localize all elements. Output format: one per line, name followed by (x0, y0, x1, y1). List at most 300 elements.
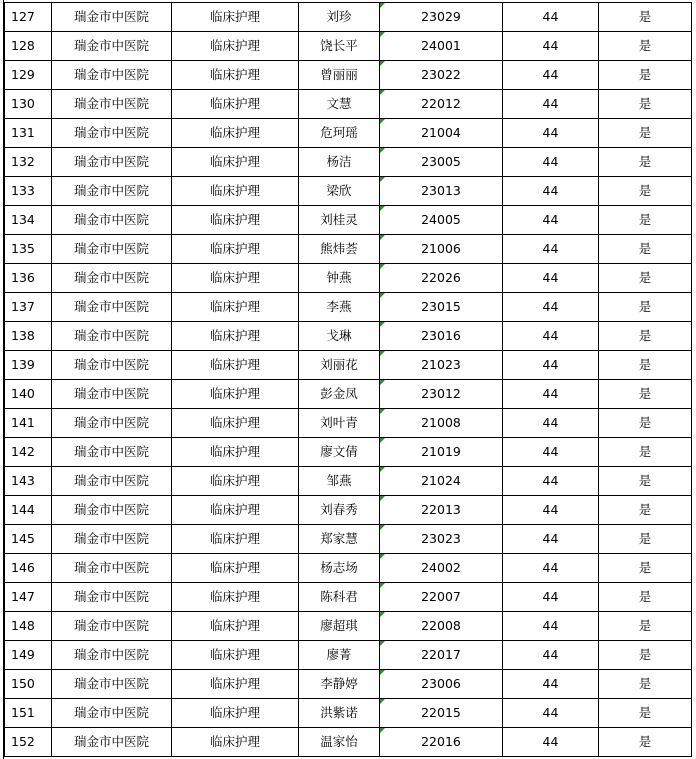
cell-comment-marker-icon (380, 322, 385, 327)
cell-comment-marker-icon (380, 438, 385, 443)
cell-hospital-text: 瑞金市中医院 (73, 386, 149, 401)
cell-name[interactable] (299, 293, 380, 322)
cell-score-text: 44 (542, 328, 559, 343)
cell-index-text: 139 (11, 357, 35, 372)
data-table (4, 2, 692, 757)
cell-name-text: 钟燕 (326, 270, 352, 285)
cell-comment-marker-icon (380, 641, 385, 646)
cell-index[interactable] (5, 525, 52, 554)
cell-name-text: 郑家慧 (320, 531, 358, 546)
cell-comment-marker-icon (380, 61, 385, 66)
cell-name[interactable] (299, 32, 380, 61)
cell-name[interactable] (299, 235, 380, 264)
cell-specialty[interactable] (172, 177, 299, 206)
cell-specialty[interactable] (172, 699, 299, 728)
cell-specialty[interactable] (172, 670, 299, 699)
cell-code[interactable] (380, 438, 503, 467)
cell-name[interactable] (299, 409, 380, 438)
cell-code[interactable] (380, 467, 503, 496)
cell-index-text: 151 (11, 705, 35, 720)
cell-flag[interactable] (599, 699, 692, 728)
cell-name[interactable] (299, 61, 380, 90)
cell-name-text: 陈科君 (320, 589, 358, 604)
cell-flag[interactable] (599, 670, 692, 699)
cell-flag[interactable] (599, 148, 692, 177)
cell-comment-marker-icon (380, 467, 385, 472)
cell-name[interactable] (299, 612, 380, 641)
cell-specialty[interactable] (172, 583, 299, 612)
cell-flag-text: 是 (638, 386, 652, 401)
cell-name[interactable] (299, 496, 380, 525)
cell-name-text: 杨洁 (326, 154, 352, 169)
cell-index[interactable] (5, 351, 52, 380)
cell-code[interactable] (380, 728, 503, 757)
table-row (5, 670, 692, 699)
cell-code-text: 22017 (421, 647, 461, 662)
cell-code-text: 23016 (421, 328, 461, 343)
cell-flag[interactable] (599, 728, 692, 757)
cell-code-text: 22008 (421, 618, 461, 633)
cell-code[interactable] (380, 496, 503, 525)
cell-index[interactable] (5, 61, 52, 90)
cell-flag[interactable] (599, 496, 692, 525)
cell-index[interactable] (5, 148, 52, 177)
cell-specialty-text: 临床护理 (209, 9, 260, 24)
cell-hospital[interactable] (52, 3, 172, 32)
cell-score[interactable] (503, 467, 599, 496)
cell-index[interactable] (5, 496, 52, 525)
cell-code-text: 21023 (421, 357, 461, 372)
cell-specialty[interactable] (172, 90, 299, 119)
table-row (5, 409, 692, 438)
cell-specialty[interactable] (172, 554, 299, 583)
cell-name[interactable] (299, 699, 380, 728)
cell-score[interactable] (503, 119, 599, 148)
cell-flag-text: 是 (638, 328, 652, 343)
cell-name[interactable] (299, 119, 380, 148)
cell-hospital-text: 瑞金市中医院 (73, 328, 149, 343)
cell-hospital[interactable] (52, 293, 172, 322)
cell-score-text: 44 (542, 618, 559, 633)
cell-flag[interactable] (599, 380, 692, 409)
cell-name[interactable] (299, 90, 380, 119)
cell-index[interactable] (5, 177, 52, 206)
cell-score-text: 44 (542, 154, 559, 169)
cell-flag-text: 是 (638, 531, 652, 546)
cell-flag[interactable] (599, 525, 692, 554)
cell-index[interactable] (5, 322, 52, 351)
cell-score[interactable] (503, 670, 599, 699)
cell-specialty-text: 临床护理 (209, 589, 260, 604)
cell-score[interactable] (503, 409, 599, 438)
cell-name-text: 杨志场 (320, 560, 358, 575)
table-row (5, 206, 692, 235)
cell-hospital[interactable] (52, 264, 172, 293)
cell-specialty[interactable] (172, 496, 299, 525)
cell-hospital[interactable] (52, 467, 172, 496)
cell-hospital[interactable] (52, 380, 172, 409)
cell-score[interactable] (503, 61, 599, 90)
cell-score[interactable] (503, 32, 599, 61)
cell-hospital[interactable] (52, 148, 172, 177)
cell-score[interactable] (503, 380, 599, 409)
cell-code[interactable] (380, 3, 503, 32)
cell-code[interactable] (380, 177, 503, 206)
cell-hospital-text: 瑞金市中医院 (73, 589, 149, 604)
cell-specialty[interactable] (172, 61, 299, 90)
cell-comment-marker-icon (380, 612, 385, 617)
cell-hospital-text: 瑞金市中医院 (73, 618, 149, 633)
cell-specialty-text: 临床护理 (209, 444, 260, 459)
cell-hospital[interactable] (52, 670, 172, 699)
cell-code[interactable] (380, 61, 503, 90)
cell-comment-marker-icon (380, 409, 385, 414)
cell-code[interactable] (380, 409, 503, 438)
cell-flag[interactable] (599, 90, 692, 119)
cell-index[interactable] (5, 206, 52, 235)
cell-code-text: 21008 (421, 415, 461, 430)
cell-score[interactable] (503, 438, 599, 467)
cell-index[interactable] (5, 264, 52, 293)
table-row (5, 641, 692, 670)
cell-flag[interactable] (599, 583, 692, 612)
cell-hospital[interactable] (52, 235, 172, 264)
cell-score-text: 44 (542, 38, 559, 53)
cell-index[interactable] (5, 583, 52, 612)
cell-specialty[interactable] (172, 235, 299, 264)
cell-code[interactable] (380, 148, 503, 177)
cell-name-text: 危珂瑶 (320, 125, 358, 140)
cell-code-text: 24001 (421, 38, 461, 53)
cell-hospital[interactable] (52, 728, 172, 757)
table-row (5, 467, 692, 496)
cell-flag-text: 是 (638, 212, 652, 227)
cell-specialty[interactable] (172, 293, 299, 322)
cell-score-text: 44 (542, 9, 559, 24)
cell-flag[interactable] (599, 119, 692, 148)
cell-specialty-text: 临床护理 (209, 705, 260, 720)
cell-name[interactable] (299, 670, 380, 699)
cell-hospital[interactable] (52, 525, 172, 554)
cell-score-text: 44 (542, 589, 559, 604)
cell-code[interactable] (380, 699, 503, 728)
cell-score-text: 44 (542, 183, 559, 198)
cell-index[interactable] (5, 728, 52, 757)
cell-hospital-text: 瑞金市中医院 (73, 676, 149, 691)
cell-code-text: 23012 (421, 386, 461, 401)
cell-index[interactable] (5, 699, 52, 728)
cell-hospital-text: 瑞金市中医院 (73, 531, 149, 546)
cell-specialty[interactable] (172, 3, 299, 32)
cell-name[interactable] (299, 177, 380, 206)
cell-hospital-text: 瑞金市中医院 (73, 154, 149, 169)
cell-hospital[interactable] (52, 32, 172, 61)
cell-code-text: 21006 (421, 241, 461, 256)
cell-name[interactable] (299, 322, 380, 351)
cell-flag[interactable] (599, 438, 692, 467)
cell-index[interactable] (5, 467, 52, 496)
cell-flag[interactable] (599, 322, 692, 351)
cell-score[interactable] (503, 293, 599, 322)
cell-name-text: 刘叶青 (320, 415, 358, 430)
cell-index[interactable] (5, 3, 52, 32)
cell-name[interactable] (299, 467, 380, 496)
cell-score-text: 44 (542, 96, 559, 111)
cell-comment-marker-icon (380, 496, 385, 501)
cell-code[interactable] (380, 554, 503, 583)
cell-hospital-text: 瑞金市中医院 (73, 357, 149, 372)
cell-specialty-text: 临床护理 (209, 473, 260, 488)
cell-hospital[interactable] (52, 583, 172, 612)
cell-specialty[interactable] (172, 351, 299, 380)
cell-flag-text: 是 (638, 154, 652, 169)
cell-specialty-text: 临床护理 (209, 299, 260, 314)
cell-flag-text: 是 (638, 270, 652, 285)
table-row (5, 525, 692, 554)
cell-hospital[interactable] (52, 351, 172, 380)
cell-comment-marker-icon (380, 554, 385, 559)
cell-code[interactable] (380, 206, 503, 235)
cell-index[interactable] (5, 670, 52, 699)
cell-flag[interactable] (599, 351, 692, 380)
cell-specialty[interactable] (172, 438, 299, 467)
cell-hospital[interactable] (52, 409, 172, 438)
cell-flag[interactable] (599, 235, 692, 264)
cell-specialty[interactable] (172, 148, 299, 177)
cell-code[interactable] (380, 264, 503, 293)
cell-hospital-text: 瑞金市中医院 (73, 415, 149, 430)
cell-flag[interactable] (599, 206, 692, 235)
cell-score[interactable] (503, 3, 599, 32)
cell-code[interactable] (380, 119, 503, 148)
cell-flag[interactable] (599, 3, 692, 32)
cell-specialty-text: 临床护理 (209, 415, 260, 430)
cell-code-text: 23013 (421, 183, 461, 198)
cell-code[interactable] (380, 583, 503, 612)
cell-code-text: 24005 (421, 212, 461, 227)
cell-code[interactable] (380, 641, 503, 670)
table-row (5, 699, 692, 728)
cell-index-text: 136 (11, 270, 35, 285)
cell-score[interactable] (503, 612, 599, 641)
cell-comment-marker-icon (380, 32, 385, 37)
cell-flag[interactable] (599, 177, 692, 206)
cell-hospital[interactable] (52, 438, 172, 467)
table-row (5, 148, 692, 177)
cell-flag[interactable] (599, 554, 692, 583)
cell-score[interactable] (503, 583, 599, 612)
cell-flag-text: 是 (638, 96, 652, 111)
cell-code[interactable] (380, 90, 503, 119)
cell-score[interactable] (503, 322, 599, 351)
cell-index[interactable] (5, 32, 52, 61)
cell-code[interactable] (380, 525, 503, 554)
cell-index-text: 146 (11, 560, 35, 575)
cell-code[interactable] (380, 293, 503, 322)
cell-comment-marker-icon (380, 90, 385, 95)
cell-name-text: 李燕 (326, 299, 352, 314)
cell-code-text: 24002 (421, 560, 461, 575)
cell-specialty-text: 临床护理 (209, 96, 260, 111)
cell-hospital-text: 瑞金市中医院 (73, 734, 149, 749)
cell-code-text: 21004 (421, 125, 461, 140)
cell-name[interactable] (299, 525, 380, 554)
cell-name[interactable] (299, 3, 380, 32)
cell-name[interactable] (299, 380, 380, 409)
cell-hospital[interactable] (52, 699, 172, 728)
cell-name-text: 文慧 (326, 96, 352, 111)
cell-index-text: 150 (11, 676, 35, 691)
cell-code-text: 23029 (421, 9, 461, 24)
cell-index-text: 131 (11, 125, 35, 140)
cell-specialty[interactable] (172, 206, 299, 235)
cell-specialty[interactable] (172, 409, 299, 438)
cell-flag[interactable] (599, 467, 692, 496)
cell-index[interactable] (5, 409, 52, 438)
cell-comment-marker-icon (380, 583, 385, 588)
cell-score[interactable] (503, 525, 599, 554)
cell-index[interactable] (5, 438, 52, 467)
cell-hospital[interactable] (52, 496, 172, 525)
cell-specialty[interactable] (172, 32, 299, 61)
cell-hospital[interactable] (52, 612, 172, 641)
cell-score-text: 44 (542, 386, 559, 401)
cell-specialty[interactable] (172, 119, 299, 148)
cell-flag-text: 是 (638, 705, 652, 720)
cell-code-text: 21019 (421, 444, 461, 459)
cell-hospital[interactable] (52, 177, 172, 206)
cell-specialty[interactable] (172, 612, 299, 641)
table-row (5, 264, 692, 293)
cell-code-text: 23022 (421, 67, 461, 82)
cell-hospital-text: 瑞金市中医院 (73, 647, 149, 662)
table-row (5, 90, 692, 119)
cell-hospital[interactable] (52, 206, 172, 235)
cell-comment-marker-icon (380, 351, 385, 356)
table-row (5, 322, 692, 351)
cell-specialty-text: 临床护理 (209, 38, 260, 53)
cell-code-text: 22026 (421, 270, 461, 285)
cell-index[interactable] (5, 90, 52, 119)
cell-specialty-text: 临床护理 (209, 386, 260, 401)
cell-comment-marker-icon (380, 148, 385, 153)
cell-hospital[interactable] (52, 554, 172, 583)
cell-specialty[interactable] (172, 467, 299, 496)
cell-index[interactable] (5, 554, 52, 583)
cell-index-text: 152 (11, 734, 35, 749)
cell-score[interactable] (503, 235, 599, 264)
cell-score[interactable] (503, 206, 599, 235)
cell-specialty[interactable] (172, 728, 299, 757)
cell-score-text: 44 (542, 647, 559, 662)
cell-name-text: 廖文倩 (320, 444, 358, 459)
cell-code-text: 23006 (421, 676, 461, 691)
cell-name-text: 洪紫诺 (320, 705, 358, 720)
cell-comment-marker-icon (380, 3, 385, 8)
cell-hospital[interactable] (52, 641, 172, 670)
cell-flag-text: 是 (638, 560, 652, 575)
cell-hospital-text: 瑞金市中医院 (73, 473, 149, 488)
cell-flag[interactable] (599, 409, 692, 438)
cell-name[interactable] (299, 264, 380, 293)
cell-score[interactable] (503, 699, 599, 728)
cell-score-text: 44 (542, 734, 559, 749)
cell-flag[interactable] (599, 264, 692, 293)
cell-code[interactable] (380, 235, 503, 264)
table-row (5, 612, 692, 641)
cell-score[interactable] (503, 351, 599, 380)
cell-flag[interactable] (599, 293, 692, 322)
cell-flag-text: 是 (638, 183, 652, 198)
cell-name[interactable] (299, 728, 380, 757)
cell-score[interactable] (503, 177, 599, 206)
cell-index[interactable] (5, 235, 52, 264)
cell-hospital[interactable] (52, 90, 172, 119)
cell-flag-text: 是 (638, 241, 652, 256)
cell-code[interactable] (380, 351, 503, 380)
cell-comment-marker-icon (380, 206, 385, 211)
cell-hospital[interactable] (52, 61, 172, 90)
cell-score[interactable] (503, 728, 599, 757)
cell-score[interactable] (503, 264, 599, 293)
cell-flag[interactable] (599, 61, 692, 90)
cell-comment-marker-icon (380, 293, 385, 298)
cell-specialty[interactable] (172, 264, 299, 293)
cell-code[interactable] (380, 670, 503, 699)
cell-comment-marker-icon (380, 264, 385, 269)
cell-score-text: 44 (542, 67, 559, 82)
cell-comment-marker-icon (380, 525, 385, 530)
cell-index[interactable] (5, 380, 52, 409)
cell-score[interactable] (503, 554, 599, 583)
cell-index[interactable] (5, 641, 52, 670)
cell-name-text: 饶长平 (320, 38, 358, 53)
cell-code[interactable] (380, 380, 503, 409)
cell-index[interactable] (5, 119, 52, 148)
cell-score[interactable] (503, 148, 599, 177)
cell-hospital[interactable] (52, 119, 172, 148)
cell-score[interactable] (503, 90, 599, 119)
cell-name[interactable] (299, 554, 380, 583)
cell-flag[interactable] (599, 612, 692, 641)
cell-score[interactable] (503, 496, 599, 525)
cell-name[interactable] (299, 438, 380, 467)
cell-code[interactable] (380, 322, 503, 351)
cell-specialty[interactable] (172, 525, 299, 554)
table-row (5, 351, 692, 380)
cell-name[interactable] (299, 148, 380, 177)
cell-code[interactable] (380, 32, 503, 61)
cell-name[interactable] (299, 583, 380, 612)
cell-specialty-text: 临床护理 (209, 270, 260, 285)
cell-flag[interactable] (599, 32, 692, 61)
cell-code-text: 23015 (421, 299, 461, 314)
cell-index[interactable] (5, 612, 52, 641)
cell-name[interactable] (299, 206, 380, 235)
cell-name[interactable] (299, 641, 380, 670)
cell-specialty[interactable] (172, 380, 299, 409)
cell-score[interactable] (503, 641, 599, 670)
cell-name[interactable] (299, 351, 380, 380)
cell-flag[interactable] (599, 641, 692, 670)
cell-hospital[interactable] (52, 322, 172, 351)
cell-specialty[interactable] (172, 322, 299, 351)
cell-index[interactable] (5, 293, 52, 322)
cell-comment-marker-icon (380, 728, 385, 733)
cell-specialty[interactable] (172, 641, 299, 670)
cell-hospital-text: 瑞金市中医院 (73, 241, 149, 256)
cell-code[interactable] (380, 612, 503, 641)
